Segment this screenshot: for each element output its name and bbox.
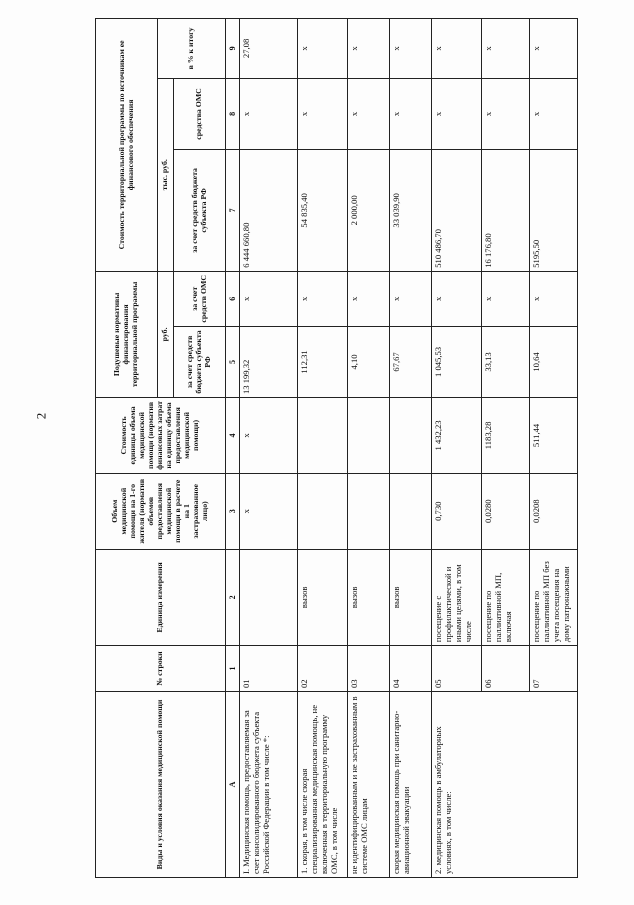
- header-norm-oms: за счет средств ОМС: [174, 271, 226, 326]
- row-norm-budget: 4,10: [348, 326, 390, 397]
- header-norms-group: Подушевые нормативы финансирования территориальной программы: [96, 271, 158, 397]
- col-number: 5: [226, 326, 240, 397]
- row-volume: х: [240, 473, 298, 549]
- header-cost-group: Стоимость территориальной программы по источникам ее финансового обеспечения: [96, 19, 158, 272]
- row-cost-oms: х: [240, 78, 298, 149]
- row-unit: посещение по паллиативной МП, включая: [482, 549, 530, 645]
- row-number: 05: [432, 646, 482, 692]
- row-unit-cost: 511,44: [530, 398, 578, 474]
- row-volume: 0,0208: [530, 473, 578, 549]
- row-cost-budget: 54 835,40: [298, 150, 348, 272]
- table-row: [240, 19, 298, 878]
- row-percent: х: [298, 19, 348, 79]
- row-percent: 27,08: [240, 19, 298, 79]
- row-name: 2. медицинская помощь в амбулаторных условиях, в том числе:: [432, 691, 578, 877]
- header-unit: Единица измерения: [96, 549, 226, 645]
- row-name: не идентифицированным и не застрахованным в системе ОМС лицам: [348, 691, 390, 877]
- rotated-table-wrapper: [95, 18, 575, 878]
- row-volume: 0,0280: [482, 473, 530, 549]
- row-volume: [390, 473, 432, 549]
- row-norm-oms: х: [390, 271, 432, 326]
- row-cost-oms: х: [482, 78, 530, 149]
- row-name: 1. скорая, в том числе скорая специализированная медицинская помощь, не включенная в территориальную программу ОМС, в том числе: [298, 691, 348, 877]
- row-unit: вызов: [298, 549, 348, 645]
- row-unit-cost: [348, 398, 390, 474]
- row-unit: [240, 549, 298, 645]
- row-cost-oms: х: [530, 78, 578, 149]
- row-unit: посещение по паллиативной МП без учета посещения на дому патронажными: [530, 549, 578, 645]
- row-number: 04: [390, 646, 432, 692]
- row-norm-oms: х: [530, 271, 578, 326]
- row-volume: [298, 473, 348, 549]
- row-cost-oms: х: [432, 78, 482, 149]
- row-percent: х: [530, 19, 578, 79]
- row-cost-budget: 6 444 660,80: [240, 150, 298, 272]
- row-unit: вызов: [348, 549, 390, 645]
- row-norm-oms: х: [240, 271, 298, 326]
- table-row: [348, 19, 390, 878]
- row-volume: [348, 473, 390, 549]
- header-norms-rub: руб.: [158, 271, 174, 397]
- row-volume: 0,730: [432, 473, 482, 549]
- row-number: 02: [298, 646, 348, 692]
- row-cost-budget: 5195,50: [530, 150, 578, 272]
- row-norm-budget: 13 199,32: [240, 326, 298, 397]
- row-cost-budget: 510 486,70: [432, 150, 482, 272]
- row-norm-budget: 67,67: [390, 326, 432, 397]
- row-number: 07: [530, 646, 578, 692]
- row-unit-cost: [390, 398, 432, 474]
- row-number: 06: [482, 646, 530, 692]
- table-row: [432, 19, 482, 878]
- row-norm-oms: х: [482, 271, 530, 326]
- row-norm-budget: 10,64: [530, 326, 578, 397]
- row-number: 03: [348, 646, 390, 692]
- row-unit: посещение с профилактической и иными целями, в том числе: [432, 549, 482, 645]
- col-number: 1: [226, 646, 240, 692]
- row-norm-oms: х: [348, 271, 390, 326]
- header-unit-cost: Стоимость единицы объема медицинской помощи (норматив финансовых затрат на единицу объема предоставления медицинской помощи): [96, 398, 226, 474]
- row-percent: х: [348, 19, 390, 79]
- row-cost-oms: х: [390, 78, 432, 149]
- col-number: 7: [226, 150, 240, 272]
- row-norm-budget: 1 045,53: [432, 326, 482, 397]
- row-unit: вызов: [390, 549, 432, 645]
- header-norm-budget: за счет средств бюджета субъекта РФ: [174, 326, 226, 397]
- row-norm-oms: х: [298, 271, 348, 326]
- table-row: [390, 19, 432, 878]
- row-percent: х: [482, 19, 530, 79]
- row-name: I. Медицинская помощь, предоставляемая за счет консолидированного бюджета субъекта Российской Федерации в том числе *:: [240, 691, 298, 877]
- header-cost-oms: средства ОМС: [174, 78, 226, 149]
- row-unit-cost: 1 432,23: [432, 398, 482, 474]
- header-volume: Объем медицинской помощи на 1-го жителя (норматив объемов предоставления медицинской помощи в расчете на 1 застрахованное лицо): [96, 473, 226, 549]
- col-number: 3: [226, 473, 240, 549]
- program-cost-table: [95, 18, 578, 878]
- row-number: 01: [240, 646, 298, 692]
- header-cost-thousand: тыс. руб.: [158, 78, 174, 271]
- row-unit-cost: х: [240, 398, 298, 474]
- col-number: А: [226, 691, 240, 877]
- column-number-row: [226, 19, 240, 878]
- row-cost-budget: 16 176,80: [482, 150, 530, 272]
- row-percent: х: [390, 19, 432, 79]
- table-row: [298, 19, 348, 878]
- col-number: 4: [226, 398, 240, 474]
- header-percent: в % к итогу: [158, 19, 226, 79]
- col-number: 2: [226, 549, 240, 645]
- row-cost-oms: х: [348, 78, 390, 149]
- col-number: 8: [226, 78, 240, 149]
- row-name: скорая медицинская помощь при санитарно-авиационной эвакуации: [390, 691, 432, 877]
- row-norm-budget: 112,31: [298, 326, 348, 397]
- row-norm-budget: 33,13: [482, 326, 530, 397]
- row-cost-budget: 33 039,90: [390, 150, 432, 272]
- header-kinds: Виды и условия оказания медицинской помощи: [96, 691, 226, 877]
- row-unit-cost: [298, 398, 348, 474]
- row-cost-budget: 2 000,00: [348, 150, 390, 272]
- row-percent: х: [432, 19, 482, 79]
- row-norm-oms: х: [432, 271, 482, 326]
- header-row-number: № строки: [96, 646, 226, 692]
- col-number: 9: [226, 19, 240, 79]
- row-unit-cost: 1183,28: [482, 398, 530, 474]
- header-cost-budget: за счет средств бюджета субъекта РФ: [174, 150, 226, 272]
- page-number: 2: [33, 412, 49, 420]
- col-number: 6: [226, 271, 240, 326]
- row-cost-oms: х: [298, 78, 348, 149]
